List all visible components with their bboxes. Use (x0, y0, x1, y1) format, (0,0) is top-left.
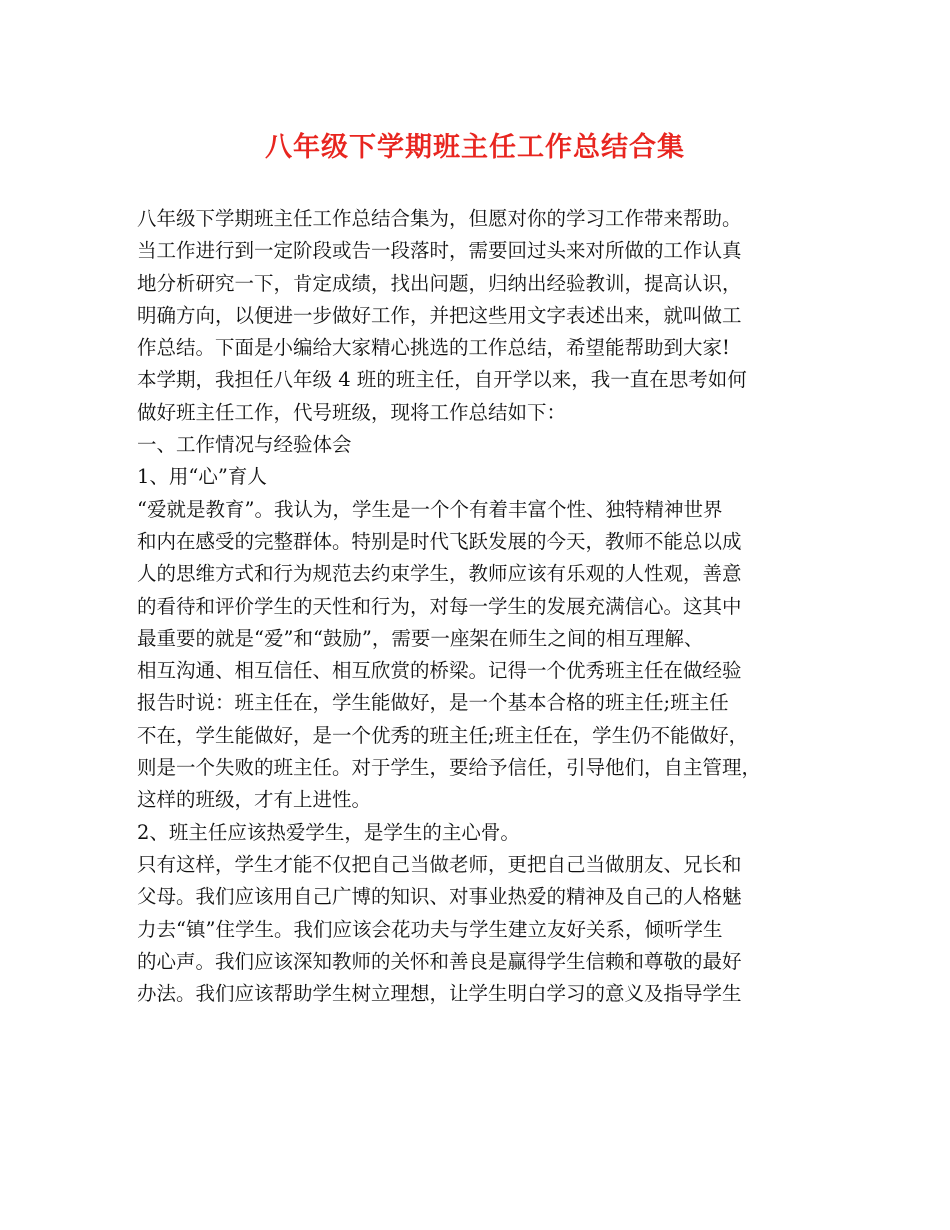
body-line: 相互沟通、相互信任、相互欣赏的桥梁。记得一个优秀班主任在做经验 (137, 659, 742, 683)
body-line: 力去“镇”住学生。我们应该会花功夫与学生建立友好关系，倾听学生 (137, 917, 723, 941)
subsection-heading: 1、用“心”育人 (137, 465, 267, 489)
body-line: 和内在感受的完整群体。特别是时代飞跃发展的今天，教师不能总以成 (137, 529, 742, 553)
body-line: 当工作进行到一定阶段或告一段落时，需要回过头来对所做的工作认真 (137, 239, 742, 263)
body-line: “爱就是教育”。我认为，学生是一个个有着丰富个性、独特精神世界 (137, 497, 723, 521)
body-line: 的心声。我们应该深知教师的关怀和善良是赢得学生信赖和尊敬的最好 (137, 949, 742, 973)
body-line: 办法。我们应该帮助学生树立理想，让学生明白学习的意义及指导学生 (137, 982, 742, 1006)
body-line: 则是一个失败的班主任。对于学生，要给予信任，引导他们，自主管理， (137, 756, 762, 780)
section-heading: 一、工作情况与经验体会 (137, 433, 352, 457)
subsection-heading: 2、班主任应该热爱学生，是学生的主心骨。 (137, 820, 520, 844)
body-line: 明确方向，以便进一步做好工作，并把这些用文字表述出来，就叫做工 (137, 303, 742, 327)
document-body (137, 203, 837, 1010)
body-line: 做好班主任工作，代号班级，现将工作总结如下： (137, 400, 567, 424)
body-line: 不在，学生能做好，是一个优秀的班主任;班主任在，学生仍不能做好， (137, 723, 749, 747)
body-line: 八年级下学期班主任工作总结合集为，但愿对你的学习工作带来帮助。 (137, 207, 742, 230)
body-line: 只有这样，学生才能不仅把自己当做老师，更把自己当做朋友、兄长和 (137, 852, 742, 876)
document-title: 八年级下学期班主任工作总结合集 (265, 132, 685, 163)
body-line: 作总结。下面是小编给大家精心挑选的工作总结，希望能帮助到大家! (137, 336, 730, 360)
body-line: 本学期，我担任八年级 4 班的班主任，自开学以来，我一直在思考如何 (137, 368, 747, 392)
body-line: 这样的班级，才有上进性。 (137, 788, 372, 812)
body-line: 人的思维方式和行为规范去约束学生，教师应该有乐观的人性观，善意 (137, 562, 742, 586)
body-line: 最重要的就是“爱”和“鼓励”，需要一座架在师生之间的相互理解、 (137, 626, 704, 650)
body-line: 报告时说：班主任在，学生能做好，是一个基本合格的班主任;班主任 (137, 691, 729, 715)
body-line: 父母。我们应该用自己广博的知识、对事业热爱的精神及自己的人格魅 (137, 885, 742, 909)
body-line: 地分析研究一下，肯定成绩，找出问题，归纳出经验教训，提高认识， (137, 271, 742, 295)
body-line: 的看待和评价学生的天性和行为，对每一学生的发展充满信心。这其中 (137, 594, 742, 618)
